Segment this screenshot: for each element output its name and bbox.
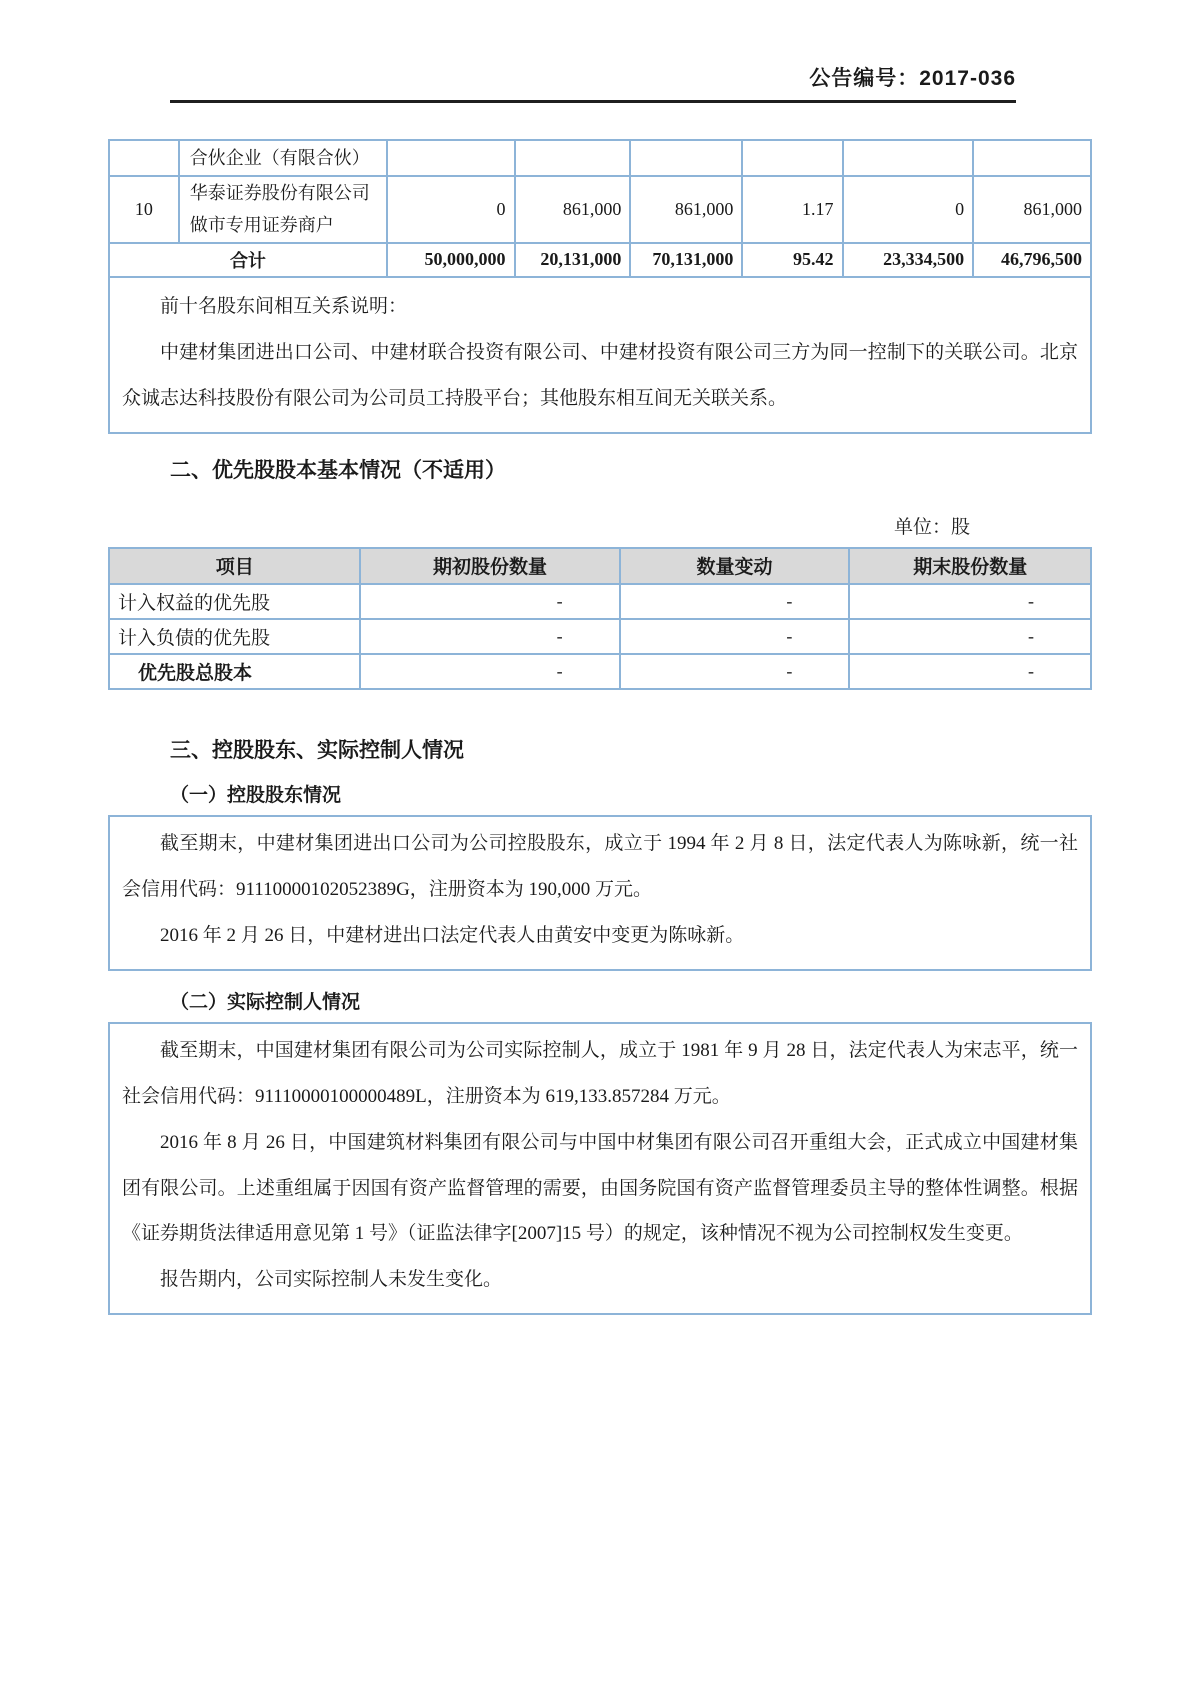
value-cell: - — [849, 654, 1091, 689]
total-value-cell: 46,796,500 — [973, 243, 1091, 277]
value-cell — [387, 140, 515, 176]
note-title: 前十名股东间相互关系说明： — [160, 295, 408, 317]
item-cell-total: 优先股总股本 — [109, 654, 360, 689]
row-index-cell: 10 — [109, 176, 179, 243]
preferred-shares-table — [108, 547, 1092, 690]
actual-controller-textbox — [108, 1022, 1092, 1316]
total-label-cell: 合计 — [109, 243, 387, 277]
table-row — [109, 140, 1091, 176]
total-value-cell: 70,131,000 — [630, 243, 742, 277]
paragraph: 2016 年 2 月 26 日，中建材进出口法定代表人由黄安中变更为陈咏新。 — [160, 924, 745, 946]
shareholders-table — [108, 139, 1092, 434]
item-cell: 计入负债的优先股 — [109, 619, 360, 654]
column-header-closing: 期末股份数量 — [849, 548, 1091, 584]
item-cell: 计入权益的优先股 — [109, 584, 360, 619]
section-heading-controllers: 三、控股股东、实际控制人情况 — [170, 738, 464, 762]
table-header-row — [109, 548, 1091, 584]
value-cell: 861,000 — [630, 176, 742, 243]
shareholder-name-cell: 华泰证券股份有限公司做市专用证券商户 — [179, 176, 387, 243]
total-value-cell: 50,000,000 — [387, 243, 515, 277]
value-cell: - — [849, 619, 1091, 654]
total-value-cell: 20,131,000 — [515, 243, 631, 277]
paragraph: 报告期内，公司实际控制人未发生变化。 — [160, 1269, 503, 1291]
controlling-shareholder-textbox — [108, 815, 1092, 971]
value-cell — [742, 140, 842, 176]
note-body: 中建材集团进出口公司、中建材联合投资有限公司、中建材投资有限公司三方为同一控制下的关联公司。北京众诚志达科技股份有限公司为公司员工持股平台；其他股东相互间无关联关系。 — [122, 341, 1078, 409]
value-cell: - — [360, 654, 619, 689]
subsection-title-actual-controller: （二）实际控制人情况 — [170, 991, 361, 1013]
column-header-item: 项目 — [109, 548, 360, 584]
shareholder-name-cell: 合伙企业（有限合伙） — [179, 140, 387, 176]
value-cell: - — [620, 654, 850, 689]
column-header-opening: 期初股份数量 — [360, 548, 619, 584]
value-cell: 861,000 — [973, 176, 1091, 243]
value-cell: - — [360, 619, 619, 654]
page-content — [108, 62, 1092, 1315]
value-cell: - — [620, 584, 850, 619]
value-cell: - — [849, 584, 1091, 619]
table-row — [109, 176, 1091, 243]
value-cell: - — [360, 584, 619, 619]
unit-label: 单位：股 — [893, 516, 970, 538]
value-cell: - — [620, 619, 850, 654]
header-rule — [170, 100, 1016, 103]
section-heading-preferred-shares: 二、优先股股本基本情况（不适用） — [170, 458, 506, 482]
value-cell — [843, 140, 974, 176]
note-row — [109, 277, 1091, 433]
total-row — [109, 243, 1091, 277]
value-cell — [973, 140, 1091, 176]
paragraph: 2016 年 8 月 26 日，中国建筑材料集团有限公司与中国中材集团有限公司召开重组大会，正式成立中国建材集团有限公司。上述重组属于因国有资产监督管理的需要，由国务院国有资产监督管理委员主导的整体性调整。根据《证券期货法律适用意见第 1 号》（证监法律字[2007]15 号）的规定，该种情况不视为公司控制权发生变更。 — [122, 1131, 1078, 1245]
value-cell: 1.17 — [742, 176, 842, 243]
table-row — [109, 654, 1091, 689]
row-index-cell — [109, 140, 179, 176]
total-value-cell: 23,334,500 — [843, 243, 974, 277]
value-cell: 861,000 — [515, 176, 631, 243]
announcement-number: 公告编号：2017-036 — [809, 67, 1016, 90]
subsection-title-controlling-shareholder: （一）控股股东情况 — [170, 784, 342, 806]
paragraph: 截至期末，中国建材集团有限公司为公司实际控制人，成立于 1981 年 9 月 28 日，法定代表人为宋志平，统一社会信用代码：91110000100000489L，注册资本为 619,133.857284 万元。 — [122, 1039, 1078, 1107]
table-row — [109, 584, 1091, 619]
value-cell — [630, 140, 742, 176]
value-cell: 0 — [843, 176, 974, 243]
table-row — [109, 619, 1091, 654]
paragraph: 截至期末，中建材集团进出口公司为公司控股股东，成立于 1994 年 2 月 8 日，法定代表人为陈咏新，统一社会信用代码：91110000102052389G，注册资本为 190,000 万元。 — [122, 832, 1078, 900]
total-value-cell: 95.42 — [742, 243, 842, 277]
column-header-change: 数量变动 — [620, 548, 850, 584]
value-cell — [515, 140, 631, 176]
relationship-note-cell — [109, 277, 1091, 433]
value-cell: 0 — [387, 176, 515, 243]
